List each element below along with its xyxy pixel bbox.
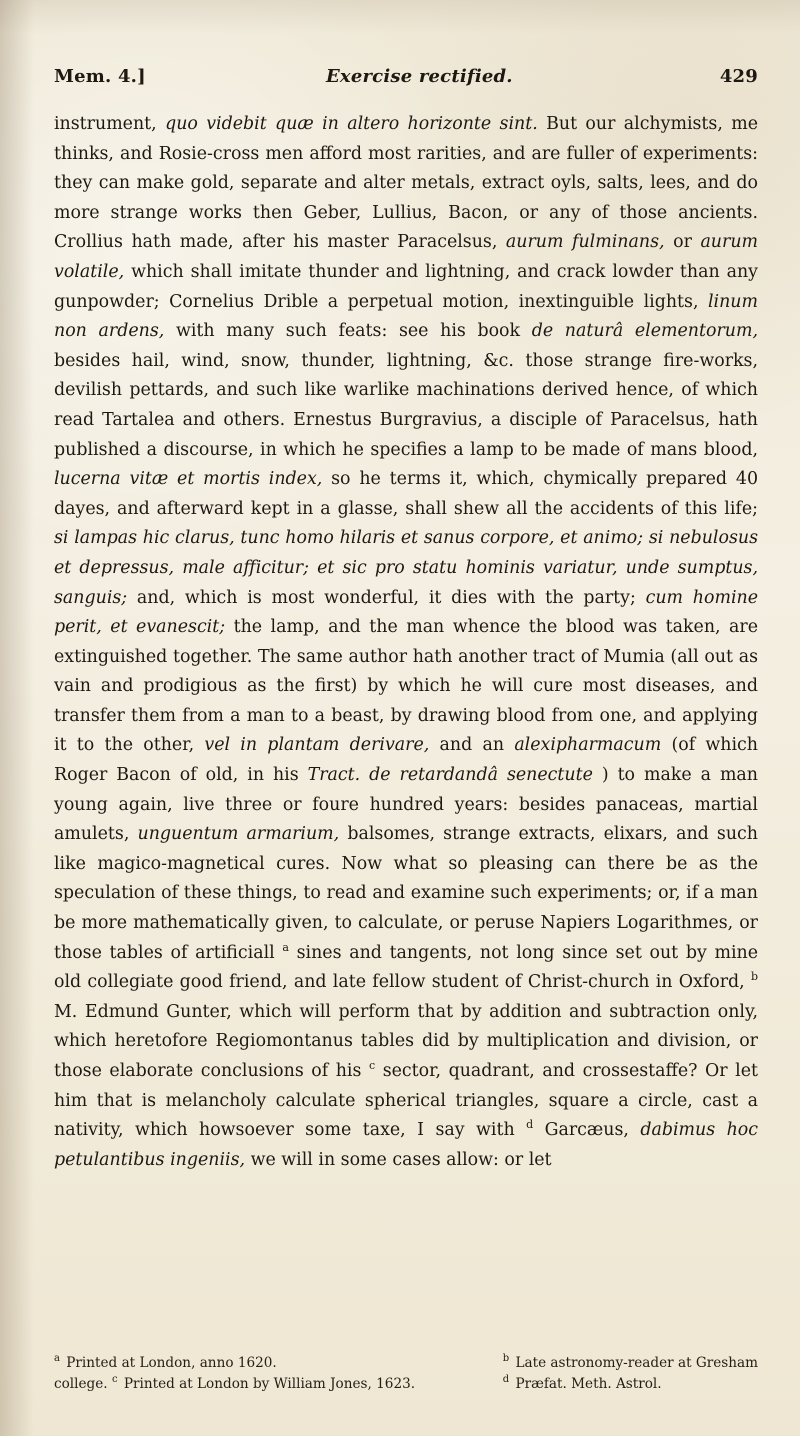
footnote-marker-a: a — [54, 1353, 60, 1365]
footnote-reference-c: c — [368, 1059, 376, 1073]
footnote-reference-a: a — [282, 940, 289, 954]
italic-latin-term: alexipharmacum — [514, 735, 662, 756]
running-head-title: Exercise rectified. — [326, 66, 513, 87]
text-segment: so he terms it, which, chymically prepared 40 dayes, and afterward kept in a glasse, shall shew all the accidents of this life; — [54, 469, 759, 519]
text-segment: sines and tangents, not long since set out by mine old collegiate good friend, and late fellow student of Christ-church in Oxford, — [54, 942, 759, 993]
italic-latin-term: unguentum armarium, — [137, 824, 340, 845]
footnote-marker-c: c — [111, 1374, 118, 1386]
italic-latin-phrase: aurum volatile, — [54, 232, 759, 282]
main-paragraph — [54, 110, 758, 1175]
footnote-college-line — [54, 1375, 415, 1393]
text-segment: with many such feats: see his book — [175, 321, 532, 342]
text-segment: we will in some cases allow: or let — [250, 1149, 552, 1170]
italic-latin-phrase: cum homine perit, et evanescit; — [54, 587, 758, 638]
text-segment: and an — [439, 735, 515, 756]
italic-latin-phrase: quo videbit quæ in altero horizonte sint. — [165, 114, 538, 134]
running-header — [54, 66, 758, 94]
footnote-text-c: Printed at London by William Jones, 1623. — [119, 1376, 416, 1392]
footnote-spacer — [433, 1375, 485, 1393]
text-segment: the lamp, and the man whence the blood was taken, are extinguished together. The same author hath another tract of Mumia (all out as vain and prodigious as the first) by which he will cure most diseases, and transfer them from a man to a beast, by drawing blood from one, and applying it to the other, — [54, 617, 759, 756]
footnote-d — [503, 1375, 758, 1393]
italic-latin-phrase: aurum fulminans, — [505, 232, 665, 253]
footnote-marker-d: d — [502, 1374, 510, 1386]
text-segment: But our alchymists, me thinks, and Rosie-cross men afford most rarities, and are fuller of experiments: they can make gold, separate and alter metals, extract oyls, salts, lees, and do more strange works then Geber, Lullius, Bacon, or any of those ancients. Crollius hath made, after his master Paracelsus, — [54, 114, 759, 253]
footnote-text-d: Præfat. Meth. Astrol. — [511, 1376, 662, 1392]
italic-latin-phrase: linum non ardens, — [54, 291, 758, 342]
footnote-text-a: Printed at London, anno 1620. — [61, 1355, 277, 1371]
footnote-text-college: college. — [54, 1376, 108, 1392]
text-segment: and, which is most wonderful, it dies with the party; — [136, 587, 646, 608]
italic-latin-phrase: lucerna vitæ et mortis index, — [54, 469, 323, 490]
footnote-reference-b: b — [750, 970, 758, 984]
italic-latin-quotation: dabimus hoc petulantibus ingeniis, — [54, 1120, 759, 1170]
text-segment: M. Edmund Gunter, which will perform that by addition and subtraction only, which heretofore Regiomontanus tables did by multiplication and division, or those elaborate conclusions of his — [54, 1001, 758, 1081]
footnote-b-text-cell — [503, 1354, 758, 1372]
text-segment: instrument, — [54, 114, 157, 134]
text-segment: Garcæus, — [544, 1120, 641, 1141]
page-wear — [0, 0, 800, 34]
text-segment: besides hail, wind, snow, thunder, lightning, &c. those strange fire-works, devilish pettards, and such like warlike machinations derived hence, of which read Tartalea and others. Ernestus Burgravius, a disciple of Paracelsus, hath published a discourse, in which he specifies a lamp to be made of mans blood, — [54, 350, 758, 460]
footnote-reference-d: d — [526, 1118, 534, 1132]
footnotes — [54, 1354, 758, 1393]
running-head-left: Mem. 4.] — [54, 66, 146, 87]
italic-book-title: Tract. de retardandâ senectute — [307, 765, 593, 786]
italic-latin-phrase: vel in plantam derivare, — [204, 735, 430, 756]
footnote-text-b: Late astronomy-reader at Gresham — [511, 1355, 758, 1371]
text-segment: ) to make a man young again, live three or foure hundred years: besides panaceas, martial amulets, — [54, 765, 758, 845]
italic-book-title: de naturâ elementorum, — [531, 321, 758, 342]
footnote-marker-b: b — [502, 1353, 510, 1365]
text-segment: sector, quadrant, and crossestaffe? Or let him that is melancholy calculate spherical triangles, square a circle, cast a nativity, which howsoever some taxe, I say with — [54, 1061, 759, 1141]
italic-latin-quotation: si lampas hic clarus, tunc homo hilaris et sanus corpore, et animo; si nebulosus et depressus, male afficitur; et sic pro statu hominis variatur, unde sumptus, sanguis; — [54, 528, 758, 608]
footnote-a — [54, 1354, 415, 1372]
text-segment: or — [673, 232, 701, 253]
text-segment: which shall imitate thunder and lightning, and crack lowder than any gunpowder; Cornelius Drible a perpetual motion, inextinguible lights, — [54, 261, 758, 312]
text-segment: (of which Roger Bacon of old, in his — [54, 735, 758, 786]
spine-shadow — [0, 0, 34, 1436]
footnote-b — [433, 1354, 485, 1372]
text-segment: balsomes, strange extracts, elixars, and such like magico-magnetical cures. Now what so pleasing can there be as the speculation of these things, to read and examine such experiments; or, if a man be more mathematically given, to calculate, or peruse Napiers Logarithmes, or those tables of artificiall — [54, 824, 758, 963]
page-number: 429 — [719, 66, 758, 87]
